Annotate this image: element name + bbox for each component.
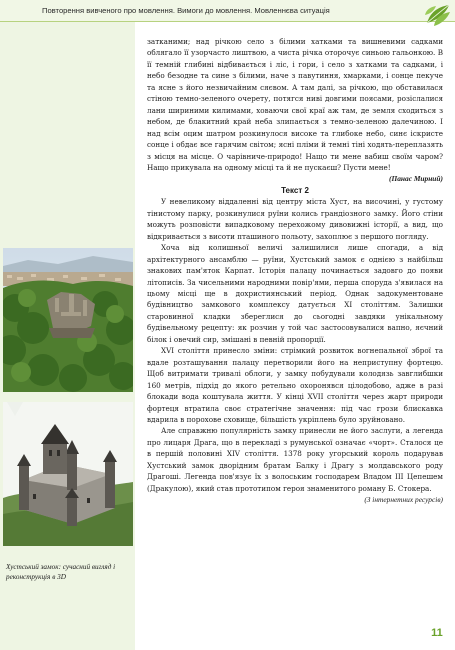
page-number: 11	[431, 627, 443, 639]
source-attribution: (З інтернетних ресурсів)	[364, 495, 443, 505]
paragraph-1: затканими; над річкою село з білими хатками та вишневими садками облягало її узорчасто лиштвою, а чиста річка оторочує синьою гальонкою. В її темній глибині відбивається і ліс, і гори, і село з хатками та садками, і небо безодне та сине з білими, наче з павутиння, хмарками, і сонце пекуче та ясне з його незвичайним сяєвом. А там далі, за річкою, що обставилася стіною темно-зеленого очерету, потягся ниві довгими поясами, розіслалися лани шириними килимами, ховаючи свої краї аж там, де земля сходиться з небом, де блакитний край неба злипається з темно-зеленою далечиною. І над всім оцим шатром розкинулося високе та глибоке небо, синє іскристе сонце і обдає все гарячим світом; ясні пліми й темні тіні ходять-переплазять з місця на місце. О чарівниче-природо! Нащо ти мене вабиш своїм чаром? Нащо прикувала на одному місці та й не пускаєш? Пусти мене!	[147, 37, 443, 172]
paragraph-5: Але справжню популярність замку принесли не його заслуги, а легенда про лицаря Драга, що в перекладі з румунської означає «чорт». Сталося це в першій половині XIV століття. 1378 року угорський король подарував Хустський замок дворідним братам Балку і Драгу з молдавського роду Драгоші. Легенда пов'язує їх з волоським господарем Владом III Цепешем (Дракулою), який став прототипом героя знаменитого роману Б. Стокера.	[147, 426, 443, 493]
leaf-icon	[422, 1, 454, 27]
main-text-column	[147, 36, 443, 506]
castle-reconstruction-3d	[3, 402, 133, 546]
image-caption: Хустський замок: сучасний вигляд і реконструкція в 3D	[6, 563, 116, 581]
text2-title: Текст 2	[281, 185, 309, 195]
author-attribution: (Панас Мирний)	[389, 174, 443, 184]
paragraph-3: Хоча від колишньої величі залишилися лише спогади, а від архітектурного ансамблю — руїни, Хустський замок є однією з найбільш знакових пам'яток Карпат. Історія палацу починається задовго до появи літописів. За чисельними народними повір'ями, перша споруда з'явилася на цьому місці ще в дохристиянський період. Однак задокументоване будівництво замкового комплексу датується XI століттям. Залишки старовинної кладки збереглися до сьогодні завдяки унікальному будівельному рецепту: як розчин у той час застосовувалися вапно, яєчний білок і овечий сир, змішані в певній пропорції.	[147, 243, 443, 344]
page-header	[0, 0, 455, 22]
castle-photo-current	[3, 248, 133, 392]
section-title-header: Повторення вивченого про мовлення. Вимоги до мовлення. Мовленнєва ситуація	[42, 6, 330, 15]
paragraph-2: У невеликому віддаленні від центру міста Хуст, на височині, у густому тінистому парку, розкинулися руїни колись грандіозного замку. Його стіни можуть розповісти випадковому перехожому дивовижні історії, а вид, що відкривається з висоти пташиного польоту, захоплює з першого погляду.	[147, 197, 443, 241]
paragraph-4: XVI століття принесло зміни: стрімкий розвиток вогнепальної зброї та вдале розташування палацу перетворили його на неприступну фортецю. Щоб витримати тривалі облоги, у замку побудували колодязь завглибшки 160 метрів, підхід до якого ретельно охоронявся цілодобово, адже в разі блокади вода коштувала життя. У кінці XVII століття через жарт природи фортеця втратила своє стратегічне значення: під час грози блискавка вдарила в порохове сховище, більшість укріплень було зруйновано.	[147, 346, 443, 424]
